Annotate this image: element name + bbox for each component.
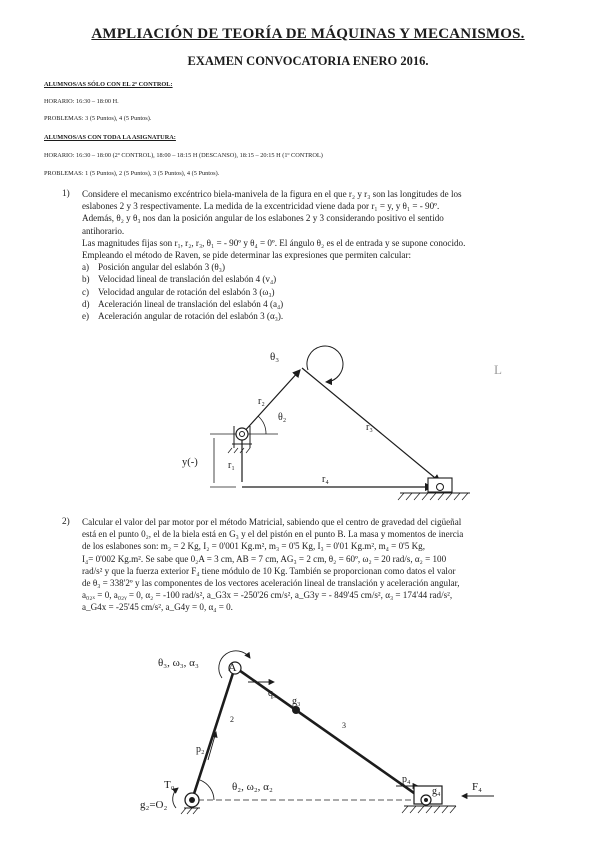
- link3-number: 3: [342, 721, 346, 730]
- r3-label: r₃: [366, 422, 373, 433]
- o2-ground-hatch: [181, 808, 198, 814]
- r2-label: r₂: [258, 396, 265, 407]
- p4-label: p₄: [402, 774, 411, 785]
- stray-mark: L: [494, 362, 502, 377]
- group1-heading: ALUMNOS/AS SÓLO CON EL 2º CONTROL:: [44, 81, 173, 88]
- link3-angles-label: θ₃, ω₃, α₃: [158, 657, 199, 669]
- exam-title: AMPLIACIÓN DE TEORÍA DE MÁQUINAS Y MECANISMOS.: [91, 26, 525, 42]
- crank-link-2: [192, 670, 234, 800]
- piston-ground-hatch: [402, 806, 456, 813]
- y-label: y(-): [182, 457, 198, 468]
- problem1-line: antihorario.: [82, 225, 125, 236]
- group2-schedule: HORARIO: 16:30 – 18:00 (2º CONTROL), 18:00 – 18:15 H (DESCANSO), 18:15 – 20:15 H (1º CONTROL): [44, 152, 323, 159]
- o2-pivot-center: [189, 797, 195, 803]
- question-text: Velocidad angular de rotación del eslabón 3 (ω₃): [98, 286, 275, 297]
- problem2-line: está en el punto 0₂, el de la biela está en G₃ y el del pistón en el punto B. La masa y momentos de inercia: [82, 529, 464, 540]
- group1-problems: PROBLEMAS: 3 (5 Puntos), 4 (5 Puntos).: [44, 115, 152, 122]
- piston-pin-center: [424, 798, 428, 802]
- group1-schedule: HORARIO: 16:30 – 18:00 H.: [44, 98, 119, 105]
- t0-label: T₀: [164, 779, 175, 791]
- q3-label: q₃: [268, 688, 277, 699]
- problem2-line: I₄= 0'002 Kg.m². Se sabe que 0₂A = 3 cm, AB = 7 cm, AG₃ = 2 cm, θ₂ = 60º, ω₂ = 20 rad/s, α₂ = 100: [82, 553, 447, 564]
- theta2-arc: [200, 780, 214, 800]
- point-a-label: A: [228, 660, 237, 674]
- exam-subtitle: EXAMEN CONVOCATORIA ENERO 2016.: [187, 54, 429, 68]
- question-label: a): [82, 262, 90, 273]
- problem2-line: de θ₃ = 338'2º y las componentes de los vectores aceleración lineal de translación y aceleración angular,: [82, 578, 460, 589]
- r4-label: r₄: [322, 474, 329, 485]
- problem1-line: Empleando el método de Raven, se pide determinar las expresiones que permiten calcular:: [82, 250, 412, 261]
- problem2-line: a₀₂ₓ = 0, a₀₂ᵧ = 0, α₂ = -100 rad/s², a_G3x = -250'26 cm/s², a_G3y = - 849'45 cm/s², α₃ = 174'44 rad/s²,: [82, 590, 453, 601]
- g4-label: g₄: [432, 786, 441, 797]
- r1-label: r₁: [228, 460, 235, 471]
- group2-problems: PROBLEMAS: 1 (5 Puntos), 2 (5 Puntos), 3 (5 Puntos), 4 (5 Puntos).: [44, 170, 220, 177]
- group2-heading: ALUMNOS/AS CON TODA LA ASIGNATURA:: [44, 134, 176, 141]
- problem1-number: 1): [62, 189, 70, 199]
- g3-point: [292, 706, 300, 714]
- problem1-line: eslabones 2 y 3 respectivamente. La medida de la excentricidad viene dada por r₁ = y, y θ₁ = - 90º.: [82, 201, 440, 212]
- question-label: c): [82, 286, 90, 297]
- question-text: Aceleración angular de rotación del eslabón 3 (α₃).: [98, 311, 284, 322]
- problem1-line: Considere el mecanismo excéntrico biela-manivela de la figura en el que r₂ y r₃ son las longitudes de los: [82, 189, 462, 199]
- problem2-line: de los eslabones son: m₂ = 2 Kg, I₂ = 0'001 Kg.m², m₃ = 0'5 Kg, I₃ = 0'01 Kg.m², m₄ = 0'5 Kg,: [82, 541, 425, 552]
- g3-label: g₃: [292, 696, 301, 707]
- problem1-line: Las magnitudes fijas son r₁, r₂, r₃, θ₁ = - 90º y θ₄ = 0º. El ángulo θ₂ es el de entrada y se supone conocido.: [82, 237, 466, 248]
- problem2-line: rad/s² y que la fuerza exterior F₄ tiene módulo de 10 Kg. También se proporcionan como datos el valor: [82, 565, 456, 576]
- problem2-line: Calcular el valor del par motor por el método Matricial, sabiendo que el centro de gravedad del cigüeñal: [82, 517, 462, 527]
- theta3-label: θ₃: [270, 351, 280, 363]
- theta2-label: θ₂: [278, 412, 287, 423]
- f4-label: F₄: [472, 781, 482, 793]
- problem2-number: 2): [62, 517, 70, 527]
- problem1-line: Además, θ₂ y θ₃ nos dan la posición angular de los eslabones 2 y 3 considerando positivo el sentido: [82, 213, 444, 224]
- question-text: Velocidad lineal de translación del eslabón 4 (v₄): [98, 274, 277, 285]
- question-label: e): [82, 311, 90, 322]
- link2-angles-label: θ₂, ω₂, α₂: [232, 781, 273, 793]
- question-text: Posición angular del eslabón 3 (θ₃): [98, 262, 225, 273]
- t0-arc: [173, 788, 178, 808]
- question-label: d): [82, 298, 90, 309]
- g2-o2-label: g₂=O₂: [140, 799, 168, 811]
- question-label: b): [82, 274, 90, 285]
- p2-label: p₂: [196, 744, 205, 755]
- problem2-line: a_G4x = -25'45 cm/s², a_G4y = 0, α₄ = 0.: [82, 602, 233, 613]
- link2-number: 2: [230, 715, 234, 724]
- question-text: Aceleración lineal de translación del eslabón 4 (a₄): [98, 298, 284, 309]
